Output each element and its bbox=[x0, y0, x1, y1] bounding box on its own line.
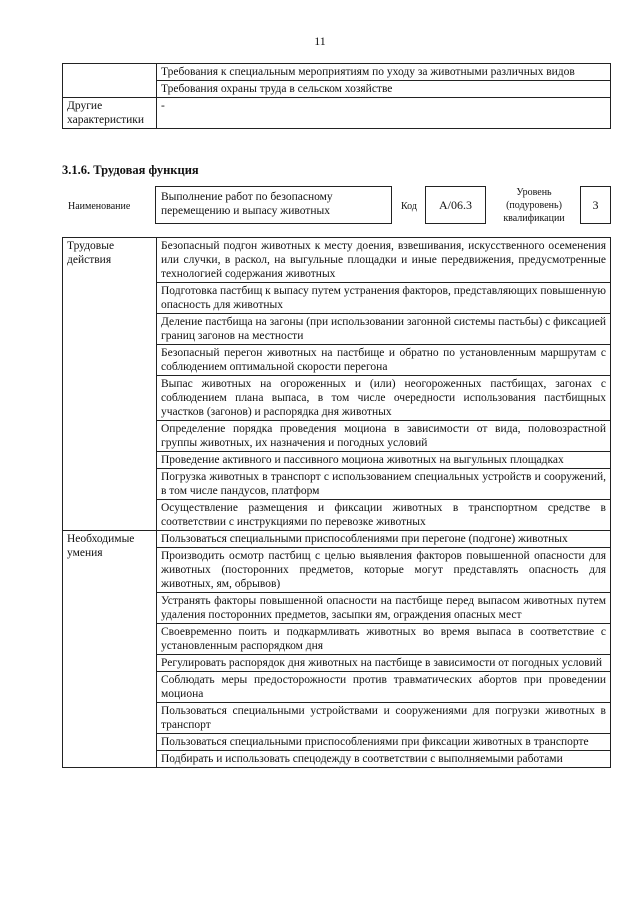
table-cell: Деление пастбища на загоны (при использовании загонной системы пастьбы) с фиксацией границ загонов на местности bbox=[157, 314, 611, 345]
table-row bbox=[63, 98, 611, 129]
table-cell: Определение порядка проведения моциона в зависимости от вида, половозрастной группы животных, их назначения и погодных условий bbox=[157, 421, 611, 452]
table-cell: Подбирать и использовать спецодежду в соответствии с выполняемыми работами bbox=[157, 751, 611, 768]
table-row bbox=[63, 64, 611, 81]
table-cell: Требования к специальным мероприятиям по уходу за животными различных видов bbox=[157, 64, 611, 81]
qualification-level: 3 bbox=[580, 186, 611, 224]
section-title: 3.1.6. Трудовая функция bbox=[62, 163, 199, 177]
table-cell: - bbox=[157, 98, 611, 129]
table-cell: Безопасный перегон животных на пастбище и обратно по установленным маршрутам с соблюдением оптимальной скорости перегона bbox=[157, 345, 611, 376]
table-row bbox=[63, 531, 611, 548]
name-label: Наименование bbox=[68, 201, 131, 212]
table-cell: Производить осмотр пастбищ с целью выявления факторов повышенной опасности для животных (посторонних предметов, которые могут представлять опасность для животных, ям, обрывов) bbox=[157, 548, 611, 593]
code-label: Код bbox=[401, 201, 417, 212]
function-name: Выполнение работ по безопасному перемещению и выпасу животных bbox=[155, 186, 392, 224]
group-label: Необходимые умения bbox=[63, 531, 157, 768]
function-code: А/06.3 bbox=[425, 186, 486, 224]
row-label bbox=[63, 64, 157, 98]
table-cell: Безопасный подгон животных к месту доения, взвешивания, искусственного осеменения или случки, в раскол, на выгульные площадки и иные передвижения, предусмотренные технологией содержания животных bbox=[157, 238, 611, 283]
table-cell: Устранять факторы повышенной опасности на пастбище перед выпасом животных путем удаления посторонних предметов, засыпки ям, ограждения опасных мест bbox=[157, 593, 611, 624]
table-cell: Пользоваться специальными устройствами и сооружениями для погрузки животных в транспорт bbox=[157, 703, 611, 734]
row-label: Другие характеристики bbox=[63, 98, 157, 129]
table-cell: Выпас животных на огороженных и (или) неогороженных пастбищах, загонах с соблюдением плана выпаса, в том числе очередности использования пастбищных участков (загонов) и распорядка дня животных bbox=[157, 376, 611, 421]
table-cell: Своевременно поить и подкармливать животных во время выпаса в соответствие с установленным распорядком дня bbox=[157, 624, 611, 655]
table-cell: Пользоваться специальными приспособлениями при фиксации животных в транспорте bbox=[157, 734, 611, 751]
function-table-body bbox=[63, 238, 611, 768]
table-cell: Проведение активного и пассивного моциона животных на выгульных площадках bbox=[157, 452, 611, 469]
table-cell: Соблюдать меры предосторожности против травматических абортов при проведении моциона bbox=[157, 672, 611, 703]
requirements-table bbox=[62, 63, 611, 129]
table-cell: Требования охраны труда в сельском хозяйстве bbox=[157, 81, 611, 98]
group-label: Трудовые действия bbox=[63, 238, 157, 531]
page-number: 11 bbox=[314, 34, 326, 48]
table-cell: Пользоваться специальными приспособлениями при перегоне (подгоне) животных bbox=[157, 531, 611, 548]
table-row bbox=[63, 238, 611, 283]
table-cell: Погрузка животных в транспорт с использованием специальных устройств и сооружений, в том числе пандусов, платформ bbox=[157, 469, 611, 500]
level-label: Уровень (подуровень) квалификации bbox=[503, 187, 565, 224]
function-header bbox=[62, 183, 611, 231]
table-cell: Осуществление размещения и фиксации животных в транспортном средстве в соответствии с инструкциями по перевозке животных bbox=[157, 500, 611, 531]
table-cell: Подготовка пастбищ к выпасу путем устранения факторов, представляющих повышенную опасность для животных bbox=[157, 283, 611, 314]
function-table bbox=[62, 237, 611, 768]
table-cell: Регулировать распорядок дня животных на пастбище в зависимости от погодных условий bbox=[157, 655, 611, 672]
